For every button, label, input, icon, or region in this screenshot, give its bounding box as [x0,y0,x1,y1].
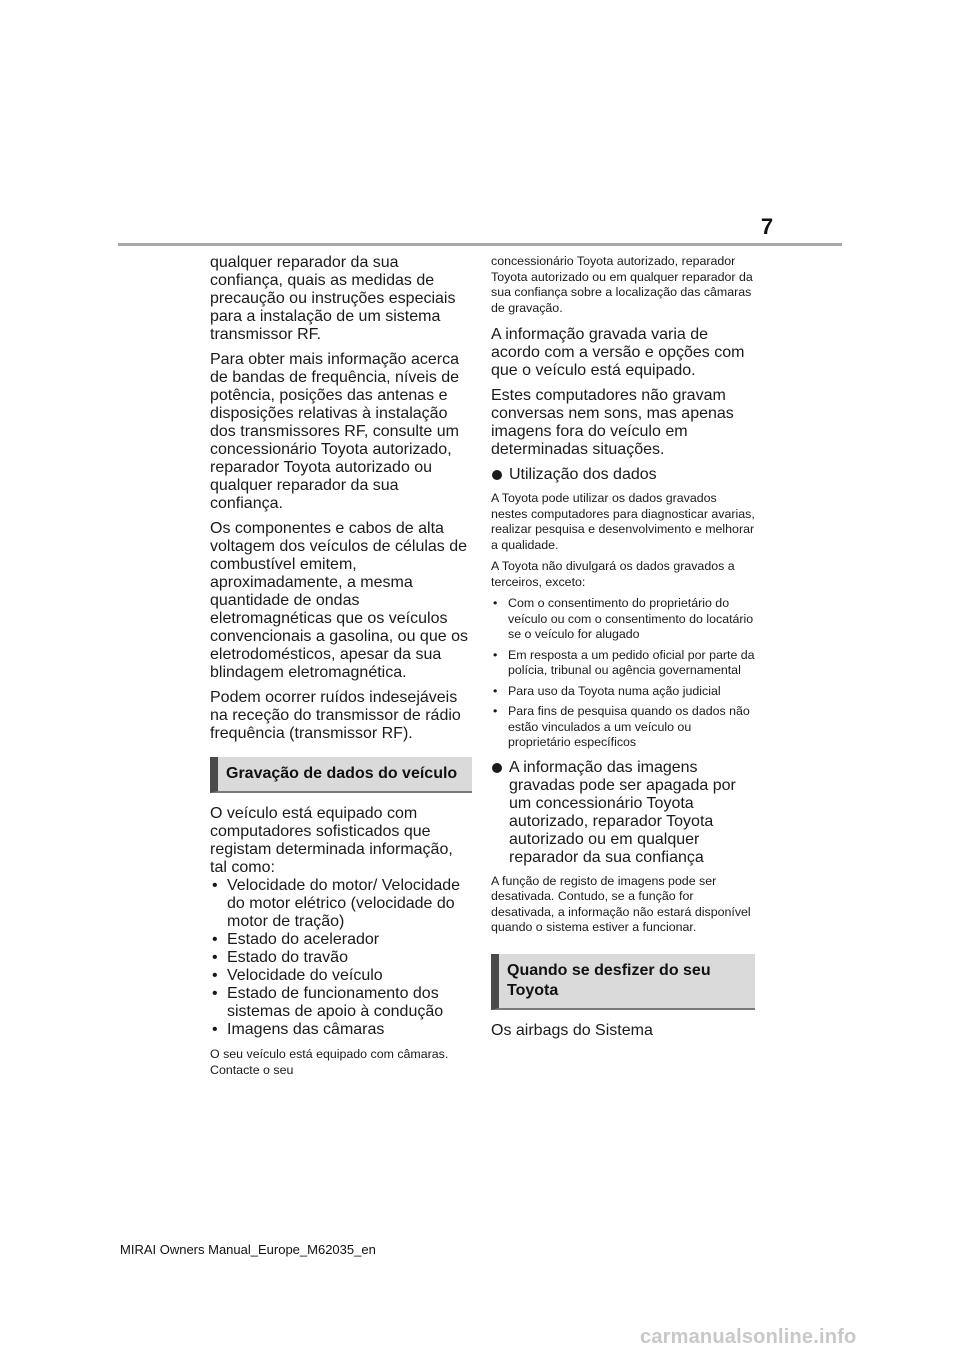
page-number: 7 [760,214,774,239]
subheading-image-deletion [491,759,755,867]
paragraph: O veículo está equipado com computadores sofisticados que registam determinada informação, tal como: [210,805,453,876]
paragraph: qualquer reparador da sua confiança, quais as medidas de precaução ou instruções especiais para a instalação de um sistema transmissor RF. [210,254,456,343]
subheading-text: Utilização dos dados [509,466,657,483]
bullet-dot-icon [492,470,502,480]
list-item: • Estado de funcionamento dos sistemas de apoio à condução [210,985,472,1021]
list-item: • Para fins de pesquisa quando os dados não estão vinculados a um veículo ou proprietário específicos [491,704,755,751]
left-column [210,254,472,1084]
watermark: carmanualsonline.info [640,1326,857,1348]
list-item: • Estado do travão [210,949,472,967]
list-item: • Em resposta a um pedido oficial por parte da polícia, tribunal ou agência governamental [491,648,755,679]
list-item: • Velocidade do motor/ Velocidade do motor elétrico (velocidade do motor de tração) [210,877,472,931]
footer-manual-id: MIRAI Owners Manual_Europe_M62035_en [120,1242,376,1257]
paragraph: A Toyota pode utilizar os dados gravados nestes computadores para diagnosticar avarias, realizar pesquisa e desenvolvimento e melhorar a qualidade. [491,491,755,552]
list-item: • Para uso da Toyota numa ação judicial [491,684,755,700]
section-title: Quando se desfizer do seu Toyota [507,961,711,999]
section-title: Gravação de dados do veículo [226,765,458,782]
section-heading-vehicle-data [210,757,472,793]
right-column [491,254,755,1047]
list-item: • Com o consentimento do proprietário do veículo ou com o consentimento do locatário se o veículo for alugado [491,596,755,643]
paragraph: concessionário Toyota autorizado, reparador Toyota autorizado ou em qualquer reparador da sua confiança sobre a localização das câmaras de gravação. [491,254,753,315]
subheading-data-usage [491,466,755,484]
subheading-text: A informação das imagens gravadas pode ser apagada por um concessionário Toyota autorizado, reparador Toyota autorizado ou em qualquer reparador da sua confiança [509,758,736,866]
paragraph: A informação gravada varia de acordo com a versão e opções com que o veículo está equipado. [491,326,745,379]
paragraph: Os airbags do Sistema [491,1021,653,1039]
list-item: • Velocidade do veículo [210,967,472,985]
bullet-dot-icon [492,763,502,773]
paragraph: Para obter mais informação acerca de bandas de frequência, níveis de potência, posições das antenas e disposições relativas à instalação dos transmissores RF, consulte um concessionário Toyota autorizado, reparador Toyota autorizado ou qualquer reparador da sua confiança. [210,351,460,512]
section-heading-disposal [491,954,755,1010]
header-rule [118,243,842,246]
list-item: • Estado do acelerador [210,931,472,949]
paragraph: Os componentes e cabos de alta voltagem dos veículos de células de combustível emitem, aproximadamente, a mesma quantidade de ondas eletromagnéticas que os veículos convencionais a gasolina, ou que os eletrodomésticos, apesar da sua blindagem eletromagnética. [210,520,468,681]
paragraph: A Toyota não divulgará os dados gravados a terceiros, exceto: [491,559,735,589]
paragraph: Podem ocorrer ruídos indesejáveis na receção do transmissor de rádio frequência (transmissor RF). [210,689,461,742]
paragraph: A função de registo de imagens pode ser desativada. Contudo, se a função for desativada, a informação não estará disponível quando o sistema estiver a funcionar. [491,873,751,934]
exceptions-list [491,596,755,751]
recorded-data-list [210,877,472,1039]
paragraph: O seu veículo está equipado com câmaras. Contacte o seu [210,1047,449,1077]
list-item: • Imagens das câmaras [210,1021,472,1039]
paragraph: Estes computadores não gravam conversas nem sons, mas apenas imagens fora do veículo em determinadas situações. [491,387,734,458]
